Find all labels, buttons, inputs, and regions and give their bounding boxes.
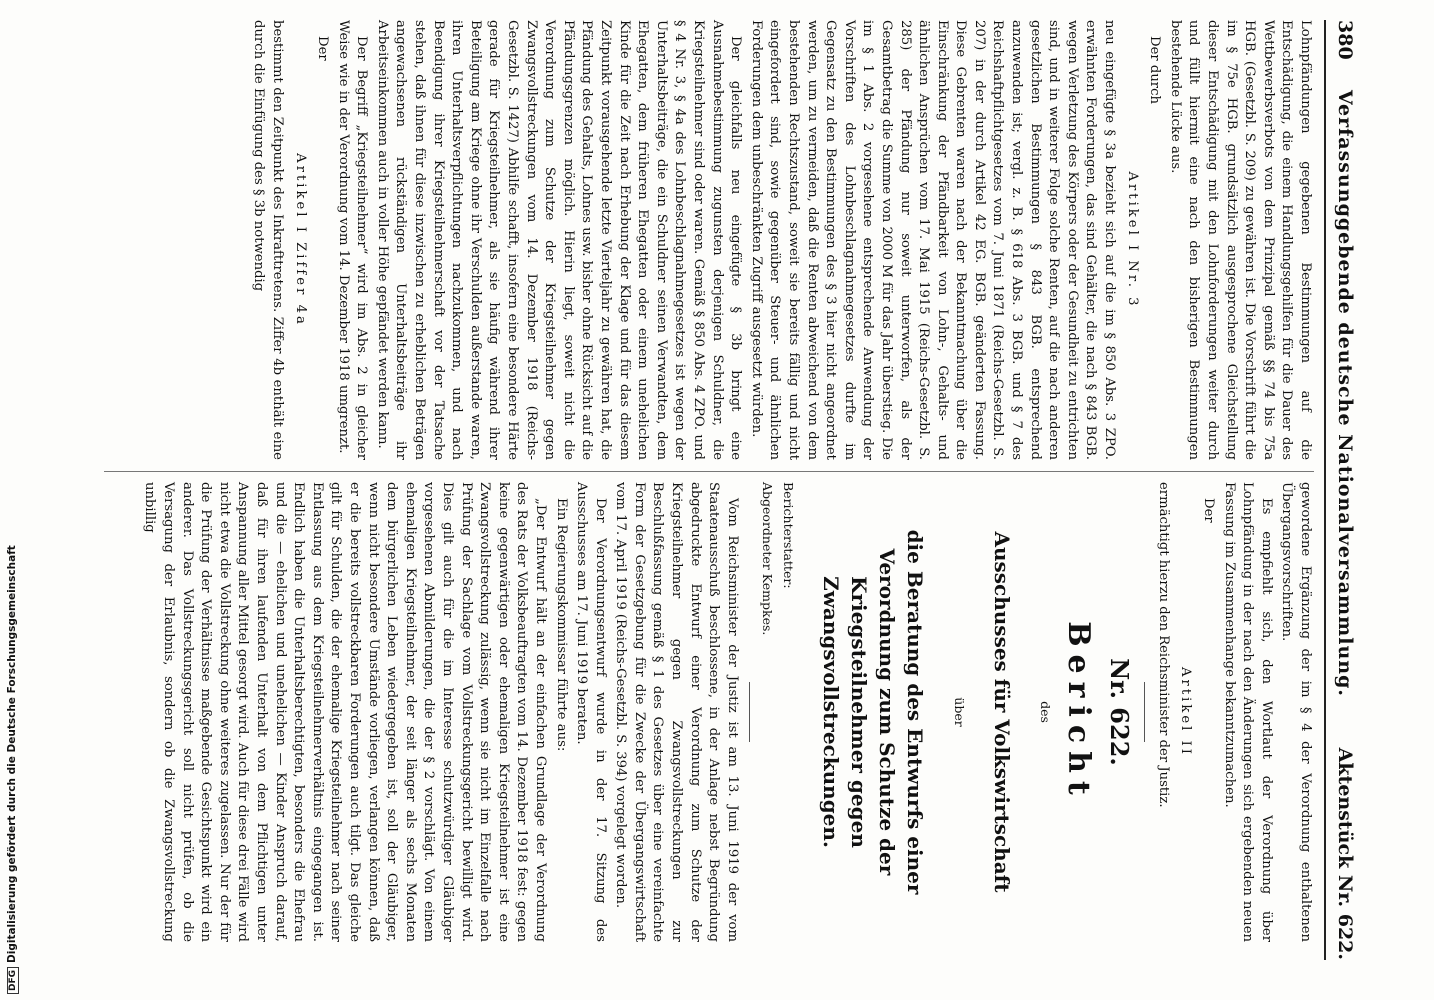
paragraph: Der [1201,498,1217,523]
paragraph: Es empfiehlt sich, den Wortlaut der Verordnung über Lohnpfändung in der nach den Änderungen sich ergebenden neuen Fassung im Zusammenhange bekanntzumachen. [1221,482,1274,942]
report-heading: Bericht [1061,621,1097,803]
paragraph: Der [315,36,331,61]
paragraph: gewordene Ergänzung der im § 4 der Verordnung enthaltenen Übergangsvorschriften. [1279,482,1313,942]
right-column [138,482,1314,942]
article-heading: Artikel II [1178,667,1194,757]
paragraph: Der durch [1147,36,1163,104]
document-reference: Aktenstück Nr. 622. [1334,747,1356,960]
paragraph: neu eingefügte § 3a bezieht sich auf die im § 850 Abs. 3 ZPO. erwähnten Forderungen, das sind Gehälter, die nach § 843 BGB. wegen Verletzung des Körpers oder der Gesundheit zu entrichten sind, und in weiterer Folge solche Renten, auf die nach anderen gesetzlichen Bestimmungen § 843 BGB. entsprechend anzuwenden ist; vergl. z. B. § 618 Abs. 3 BGB. und § 7 des Reichshaftpflichtgesetzes vom 7. Juni 1871 (Reichs-Gesetzbl. S. 207) in der durch Artikel 42 EG. BGB. geänderten Fassung. Diese Gebrenten waren nach der Bekanntmachung über die Einschränkung der Pfändbarkeit von Lohn-, Gehalts- und ähnlichen Ansprüchen vom 17. Mai 1915 (Reichs-Gesetzbl. S. 285) der Pfändung nur soweit unterworfen, als der Gesamtbetrag die Summe von 2000 M für das Jahr überstieg. Die im § 1 Abs. 2 vorgesehene entsprechende Anwendung der Vorschriften des Lohnbeschlagnahmegesetzes durfte im Gegensatz zu den Bestimmungen des § 3 hier nicht angeordnet werden, um zu vermeiden, daß die Renten abweichend von dem bestehenden Rechtszustand, soweit sie bereits fällig und nicht eingefordert sind, sowie gegenüber Steuer- und ähnlichen Forderungen dem unbeschränkten Zugriff ausgesetzt würden. [748,20,1118,460]
reporter-name: Abgeordneter Kempkes. [760,482,776,636]
paragraph: Lohnpfändungen gegebenen Bestimmungen auf die Entschädigung, die einem Handlungsgehilfen für die Dauer des Wettbewerbsverbots von dem Prinzipal gemäß §§ 74 bis 75a HGB. (Gesetzbl. S. 209) zu gewähren ist. Die Vorschrift führt die im § 75e HGB. grundsätzlich ausgesprochene Gleichstellung dieser Entschädigung mit den Lohnforderungen weiter durch und füllt hiermit eine nach den bisherigen Bestimmungen bestehende Lücke aus. [1167,20,1313,460]
article-heading: Artikel I Nr. 3 [1124,171,1140,309]
reporter-label: Berichterstatter: [781,482,797,589]
paragraph: bestimmt den Zeitpunkt des Inkrafttretens. Ziffer 4b enthält eine durch die Einfügung des § 3b notwendig [251,20,285,460]
digitization-credit [6,545,19,994]
section-separator [749,682,750,742]
paragraph: „Der Entwurf hält an der einfachen Grundlage der Verordnung des Rats der Volksbeauftragten vom 14. Dezember 1918 fest: gegen keine gegenwärtigen oder ehemaligen Kriegsteilnehmer ist eine Zwangsvollstreckung zulässig, wenn sie nicht im Einzelfalle nach Prüfung der Sachlage vom Vollstreckungsgericht bewilligt wird. Dies gilt auch für die im Interesse schutzwürdiger Gläubiger vorgesehenen Abmilderungen, die der § 2 vorschlägt. Von einem ehemaligen Kriegsteilnehmer, der seit länger als sechs Monaten dem bürgerlichen Leben wiedergegeben ist, soll der Gläubiger, wenn nicht besondere Umstände vorliegen, verlangen können, daß er die bereits vollstreckbaren Forderungen auch tilgt. Das gleiche gilt für Schulden, die der ehemalige Kriegsteilnehmer nach seiner Entlassung aus dem Kriegsteilnehmerverhältnis eingegangen ist. Endlich haben die Unterhaltsberechtigten, besonders die Ehefrau und die — ehelichen und unehelichen — Kinder Anspruch darauf, daß für ihren laufenden Unterhalt von dem Pflichtigen unter Anspannung aller Mittel gesorgt wird. Auch für diese drei Fälle wird nicht etwa die Vollstreckung ohne weiteres zugelassen. Nur der für die Prüfung der Verhältnisse maßgebende Gesichtspunkt wird ein anderer. Das Vollstreckungsgericht soll nicht prüfen, ob die Versagung der Erlaubnis, sondern ob die Zwangsvollstreckung unbillig [142,482,548,942]
dfg-logo: DFG [7,967,19,994]
report-des: des [1038,701,1054,723]
section-separator [1144,682,1145,742]
report-uber: über [951,697,967,727]
paragraph: ermächtigt hierzu den Reichsminister der Justiz. [1155,482,1171,808]
left-column [247,20,1314,460]
credit-text: Digitalisierung gefördert durch die Deutsche Forschungsgemeinschaft [6,545,18,963]
paragraph: Der Verordnungsentwurf wurde in der 17. Sitzung des Ausschusses am 17. Juni 1919 beraten. [574,482,608,942]
running-title: Verfassunggebende deutsche Nationalversammlung. [1334,90,1356,697]
paragraph: Der Begriff „Kriegsteilnehmer“ wird im Abs. 2 in gleicher Weise wie in der Verordnung vom 14. Dezember 1918 umgrenzt. [335,20,370,460]
paragraph: Der gleichfalls neu eingefügte § 3b bringt eine Ausnahmebestimmung zugunsten derjenigen Schuldner, die Kriegsteilnehmer sind oder waren. Gemäß § 850 Abs. 4 ZPO. und § 4 Nr. 3, § 4a des Lohnbeschlagnahmegesetzes ist wegen der Unterhaltsbeiträge, die ein Schuldner seinen Verwandten, dem Ehegatten, dem früheren Ehegatten oder einem unehelichen Kinde für die Zeit nach Erhebung der Klage und für das diesem Zeitpunkt vorausgehende letzte Vierteljahr zu gewähren hat, die Pfändung des Gehalts, Lohnes usw. bisher ohne Rücksicht auf die Pfändungsgrenzen möglich. Hierin liegt, soweit nicht die Verordnung zum Schutze der Kriegsteilnehmer gegen Zwangsvollstreckungen vom 14. Dezember 1918 (Reichs-Gesetzbl. S. 1427) Abhilfe schafft, insofern eine besondere Härte gerade für Kriegsteilnehmer, als sie häufig während ihrer Beteiligung am Kriege ohne ihr Verschulden außerstande waren, ihren Unterhaltsverpflichtungen nachzukommen, und nach Beendigung ihrer Kriegsteilnehmerschaft vor der Tatsache stehen, daß ihnen für diese inzwischen zu erheblichen Beträgen angewachsenen rückständigen Unterhaltsbeiträge ihr Arbeitseinkommen auch in voller Höhe gepfändet werden kann. [374,20,744,460]
committee-title: Ausschusses für Volkswirtschaft [989,531,1014,893]
column-divider [104,471,1314,472]
paragraph: Ein Regierungskommissar führte aus: [553,498,569,752]
report-subject: die Beratung des Entwurfs einer Verordnung zum Schutze der Kriegsteilnehmer gegen Zwangsvollstreckungen. [819,529,928,895]
document-number: Nr. 622. [1105,658,1135,766]
page-number: 380 [1334,20,1356,60]
paragraph: Vom Reichsminister der Justiz ist am 13. Juni 1919 der vom Staatenausschuß beschlossene, in der Anlage nebst Begründung abgedruckte Entwurf einer Verordnung zum Schutze der Kriegsteilnehmer gegen Zwangsvollstreckungen zur Beschlußfassung gemäß § 1 des Gesetzes über eine vereinfachte Form der Gesetzgebung für die Zwecke der Übergangswirtschaft vom 17. April 1919 (Reichs-Gesetzbl. S. 394) vorgelegt worden. [613,482,740,942]
page-header [1326,20,1360,960]
header-rule [1324,20,1326,960]
rotated-page [70,20,1360,960]
article-heading: Artikel I Ziffer 4a [292,153,308,327]
